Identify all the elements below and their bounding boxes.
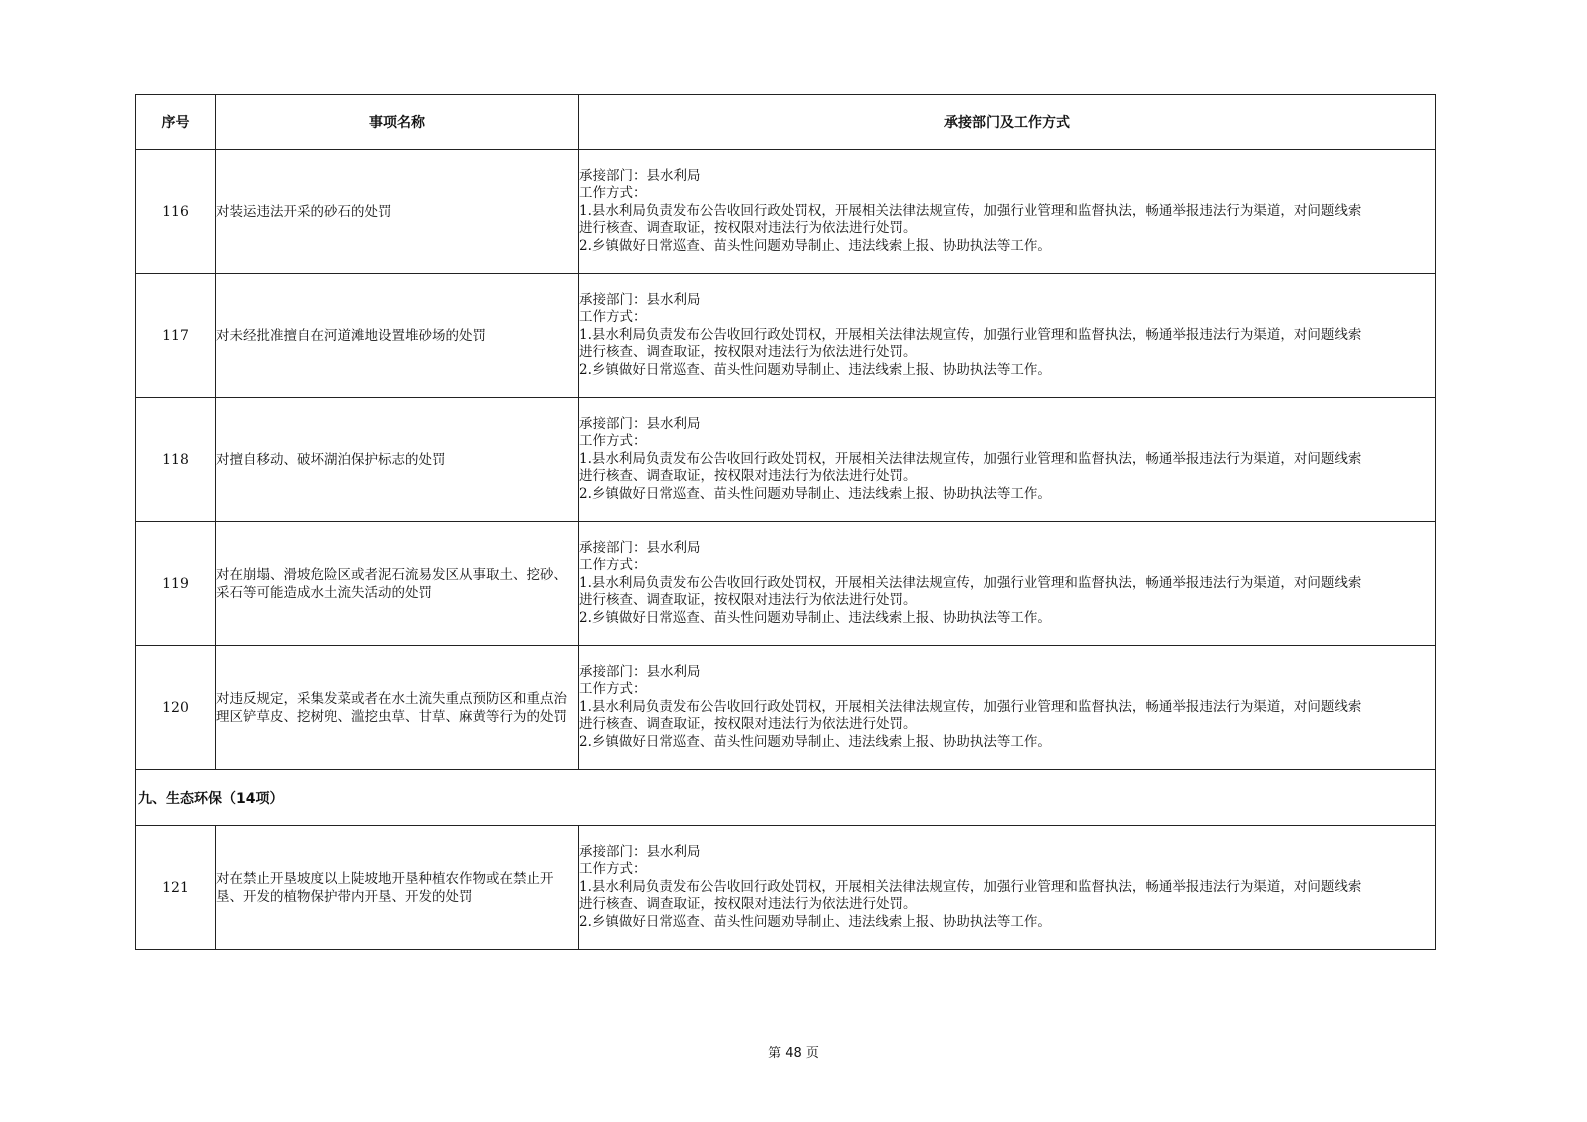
item-name: 对在禁止开垦坡度以上陡坡地开垦种植农作物或在禁止开垦、开发的植物保护带内开垦、开发的处罚 bbox=[216, 826, 579, 950]
row-number: 119 bbox=[136, 522, 216, 646]
method-line: 1.县水利局负责发布公告收回行政处罚权，开展相关法律法规宣传，加强行业管理和监督执法，畅通举报违法行为渠道，对问题线索 bbox=[579, 698, 1362, 715]
method-line: 2.乡镇做好日常巡查、苗头性问题劝导制止、违法线索上报、协助执法等工作。 bbox=[579, 485, 1051, 502]
method-line: 工作方式： bbox=[579, 681, 647, 698]
method-line: 进行核查、调查取证，按权限对违法行为依法进行处罚。 bbox=[579, 896, 917, 913]
method-line: 2.乡镇做好日常巡查、苗头性问题劝导制止、违法线索上报、协助执法等工作。 bbox=[579, 733, 1051, 750]
header-method: 承接部门及工作方式 bbox=[579, 95, 1436, 150]
method-line: 1.县水利局负责发布公告收回行政处罚权，开展相关法律法规宣传，加强行业管理和监督执法，畅通举报违法行为渠道，对问题线索 bbox=[579, 878, 1362, 895]
department-method bbox=[579, 398, 1436, 522]
table-row bbox=[136, 646, 1436, 770]
row-number: 118 bbox=[136, 398, 216, 522]
table-row bbox=[136, 150, 1436, 274]
section-title: 九、生态环保（14项） bbox=[136, 770, 1436, 826]
item-name: 对未经批准擅自在河道滩地设置堆砂场的处罚 bbox=[216, 274, 579, 398]
method-line: 工作方式： bbox=[579, 185, 647, 202]
method-line: 承接部门：县水利局 bbox=[579, 167, 701, 184]
section-row bbox=[136, 770, 1436, 826]
method-line: 承接部门：县水利局 bbox=[579, 663, 701, 680]
row-number: 121 bbox=[136, 826, 216, 950]
table-header-row bbox=[136, 95, 1436, 150]
method-line: 进行核查、调查取证，按权限对违法行为依法进行处罚。 bbox=[579, 344, 917, 361]
method-line: 2.乡镇做好日常巡查、苗头性问题劝导制止、违法线索上报、协助执法等工作。 bbox=[579, 361, 1051, 378]
method-line: 进行核查、调查取证，按权限对违法行为依法进行处罚。 bbox=[579, 716, 917, 733]
row-number: 117 bbox=[136, 274, 216, 398]
method-line: 1.县水利局负责发布公告收回行政处罚权，开展相关法律法规宣传，加强行业管理和监督执法，畅通举报违法行为渠道，对问题线索 bbox=[579, 326, 1362, 343]
page-number: 第 48 页 bbox=[768, 1046, 819, 1061]
header-no: 序号 bbox=[136, 95, 216, 150]
method-line: 工作方式： bbox=[579, 861, 647, 878]
table-row bbox=[136, 826, 1436, 950]
department-method bbox=[579, 274, 1436, 398]
method-line: 进行核查、调查取证，按权限对违法行为依法进行处罚。 bbox=[579, 592, 917, 609]
method-line: 承接部门：县水利局 bbox=[579, 415, 701, 432]
item-name: 对擅自移动、破坏湖泊保护标志的处罚 bbox=[216, 398, 579, 522]
method-line: 承接部门：县水利局 bbox=[579, 539, 701, 556]
items-table bbox=[135, 94, 1436, 950]
department-method bbox=[579, 646, 1436, 770]
method-line: 1.县水利局负责发布公告收回行政处罚权，开展相关法律法规宣传，加强行业管理和监督执法，畅通举报违法行为渠道，对问题线索 bbox=[579, 574, 1362, 591]
method-line: 进行核查、调查取证，按权限对违法行为依法进行处罚。 bbox=[579, 468, 917, 485]
header-name: 事项名称 bbox=[216, 95, 579, 150]
department-method bbox=[579, 150, 1436, 274]
department-method bbox=[579, 826, 1436, 950]
table-row bbox=[136, 274, 1436, 398]
row-number: 116 bbox=[136, 150, 216, 274]
method-line: 工作方式： bbox=[579, 557, 647, 574]
row-number: 120 bbox=[136, 646, 216, 770]
method-line: 承接部门：县水利局 bbox=[579, 291, 701, 308]
table-body bbox=[136, 150, 1436, 950]
method-line: 1.县水利局负责发布公告收回行政处罚权，开展相关法律法规宣传，加强行业管理和监督执法，畅通举报违法行为渠道，对问题线索 bbox=[579, 450, 1362, 467]
method-line: 工作方式： bbox=[579, 309, 647, 326]
department-method bbox=[579, 522, 1436, 646]
method-line: 1.县水利局负责发布公告收回行政处罚权，开展相关法律法规宣传，加强行业管理和监督执法，畅通举报违法行为渠道，对问题线索 bbox=[579, 202, 1362, 219]
item-name: 对在崩塌、滑坡危险区或者泥石流易发区从事取土、挖砂、采石等可能造成水土流失活动的处罚 bbox=[216, 522, 579, 646]
method-line: 2.乡镇做好日常巡查、苗头性问题劝导制止、违法线索上报、协助执法等工作。 bbox=[579, 237, 1051, 254]
method-line: 工作方式： bbox=[579, 433, 647, 450]
item-name: 对装运违法开采的砂石的处罚 bbox=[216, 150, 579, 274]
method-line: 承接部门：县水利局 bbox=[579, 843, 701, 860]
table-row bbox=[136, 522, 1436, 646]
method-line: 2.乡镇做好日常巡查、苗头性问题劝导制止、违法线索上报、协助执法等工作。 bbox=[579, 913, 1051, 930]
item-name: 对违反规定，采集发菜或者在水土流失重点预防区和重点治理区铲草皮、挖树兜、滥挖虫草、甘草、麻黄等行为的处罚 bbox=[216, 646, 579, 770]
method-line: 进行核查、调查取证，按权限对违法行为依法进行处罚。 bbox=[579, 220, 917, 237]
table-row bbox=[136, 398, 1436, 522]
method-line: 2.乡镇做好日常巡查、苗头性问题劝导制止、违法线索上报、协助执法等工作。 bbox=[579, 609, 1051, 626]
